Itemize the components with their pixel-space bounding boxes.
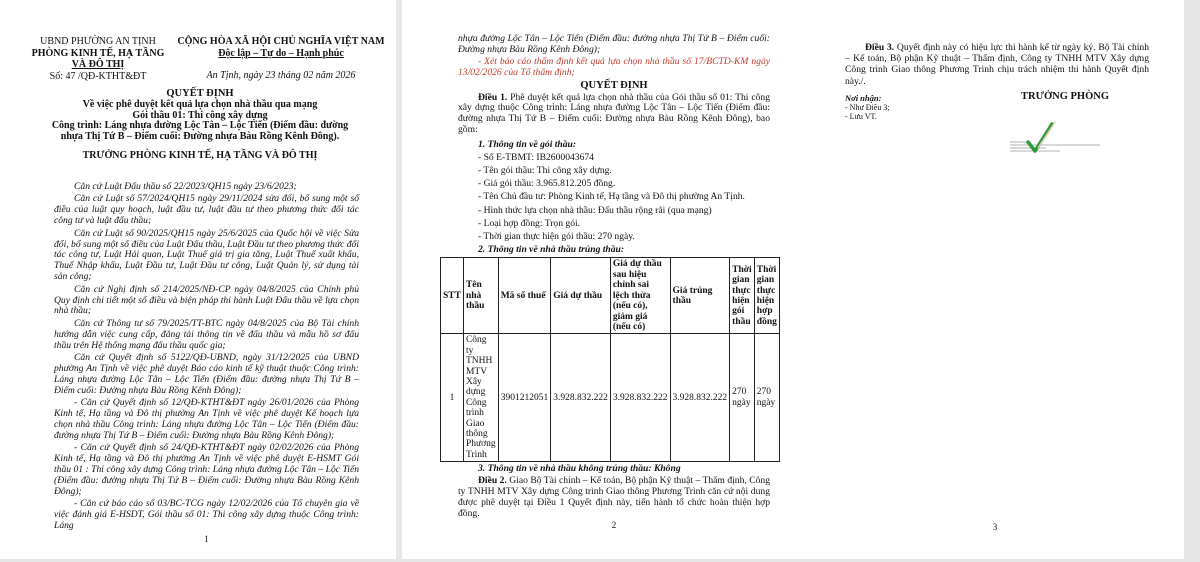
signature-checkmark-icon [1008, 118, 1108, 158]
package-info-item: - Thời gian thực hiện gói thầu: 270 ngày. [478, 231, 635, 243]
section-3-heading: 3. Thông tin về nhà thầu không trúng thầu: Không [478, 463, 681, 475]
decision-title: QUYẾT ĐỊNH [166, 88, 234, 99]
legal-basis-paragraph: - Căn cứ Quyết định số 24/QĐ-KTHT&ĐT ngày 02/02/2026 của Phòng Kinh tế, Hạ tầng và Đô thị phường An Tịnh về việc phê duyệt E-HSMT Gói thầu 01 : Thi công xây dựng Công trình: Láng nhựa đường Lộc Tân – Lộc Tiến (Điểm đầu: đường nhựa Thị Tứ B – Điểm cuối: Đường nhựa Bàu Rồng Kênh Đông); [54, 442, 359, 497]
document-page-1 [0, 0, 396, 559]
legal-basis [54, 182, 359, 545]
winning-bidder-table [440, 257, 780, 462]
agency-name-line2: VÀ ĐÔ THỊ [71, 59, 125, 70]
page-number: 2 [611, 519, 617, 530]
article-3-label: Điều 3. [865, 42, 895, 53]
legal-basis-paragraph: Căn cứ Luật số 57/2024/QH15 ngày 29/11/2024 sửa đổi, bổ sung một số điều của luật quy hoạch, luật đầu tư, luật đầu tư theo phương thức đối tác công tư và luật đấu thầu; [54, 193, 359, 227]
legal-basis-paragraph: Căn cứ Quyết định số 5122/QĐ-UBND, ngày 31/12/2025 của UBND phường An Tịnh về việc phê duyệt Báo cáo kinh tế kỹ thuật thuộc Công trình: Láng nhựa đường Lộc Tân – Lộc Tiến (Điểm đầu: đường nhựa Thị Tứ B – Điểm cuối: Đường nhựa Bàu Rồng Kênh Đông); [54, 352, 359, 396]
cell-bid-price: 3.928.832.222 [551, 334, 611, 462]
column-header: Mã số thuế [498, 258, 551, 334]
issuing-authority: TRƯỞNG PHÒNG KINH TẾ, HẠ TẦNG VÀ ĐÔ THỊ [82, 149, 318, 161]
page-number: 1 [204, 533, 209, 544]
project-name: Công trình: Láng nhựa đường Lộc Tân – Lộc Tiến (Điểm đầu: đường nhựa Thị Tứ B – Điểm cuối: Đường nhựa Bàu Rồng Kênh Đông). [51, 120, 349, 143]
cell-contract-duration: 270 ngày [754, 334, 779, 462]
agency-parent: UBND PHƯỜNG AN TỊNH [40, 36, 156, 47]
column-header: STT [441, 258, 464, 334]
recipients-label: Nơi nhận: [845, 93, 882, 103]
package-info-item: - Loại hợp đồng: Trọn gói. [478, 217, 581, 229]
legal-basis-paragraph: - Căn cứ Quyết định số 12/QĐ-KTHT&ĐT ngày 26/01/2026 của Phòng Kinh tế, Hạ tầng và Đô thị phường An Tịnh về việc phê duyệt Kế hoạch lựa chọn nhà thầu Công trình: Láng nhựa đường Lộc Tân – Lộc Tiến (Điểm đầu: đường nhựa Thị Tứ B – Điểm cuối: Đường nhựa Bàu Rồng Kênh Đông); [54, 397, 359, 441]
digital-signature [1008, 118, 1108, 158]
table-row [441, 334, 780, 462]
legal-basis-paragraph: - Căn cứ báo cáo số 03/BC-TCG ngày 12/02/2026 của Tổ chuyên gia về việc đánh giá E-HSDT, Gói thầu số 01: Thi công xây dựng thuộc Công trình: Láng [54, 498, 359, 532]
column-header: Thời gian thực hiện gói thầu [730, 258, 755, 334]
package-info-item: - Hình thức lựa chọn nhà thầu: Đấu thầu rộng rãi (qua mạng) [478, 204, 712, 216]
cell-package-duration: 270 ngày [730, 334, 755, 462]
article-3 [845, 42, 1149, 88]
continuation-text: nhựa đường Lộc Tân – Lộc Tiến (Điểm đầu: đường nhựa Thị Tứ B – Điểm cuối: Đường nhựa Bàu Rồng Kênh Đông); [458, 33, 770, 55]
recipient-item: - Như Điều 3; [845, 103, 890, 112]
document-date: An Tịnh, ngày 23 tháng 02 năm 2026 [206, 70, 356, 81]
table-header-row [441, 258, 780, 334]
legal-basis-paragraph: Căn cứ Luật số 90/2025/QH15 ngày 25/6/2025 của Quốc hội về việc Sửa đổi, bổ sung một số điều của Luật Đấu thầu, Luật Đầu tư theo phương thức đối tác công tư, Luật Hải quan, Luật Thuế giá trị gia tăng, Luật Thuế xuất khẩu, Thuế Nhập khẩu, Luật Đầu tư, Luật Đầu tư công, Luật Quản lý, sử dụng tài sản công; [54, 227, 359, 283]
package-info-item: - Số E-TBMT: IB2600043674 [478, 151, 594, 163]
article-1-text: Phê duyệt kết quả lựa chọn nhà thầu của Gói thầu số 01: Thi công xây dựng thuộc Công trình: Láng nhựa đường Lộc Tân – Lộc Tiến (Điểm đầu: đường nhựa Thị Tứ B – Điểm cuối: Đường nhựa Bàu Rồng Kênh Đông), bao gồm: [458, 91, 770, 136]
national-motto [174, 36, 388, 82]
decision-subject: Về việc phê duyệt kết quả lựa chọn nhà thầu qua mạng [82, 98, 318, 110]
package-info-item: - Giá gói thầu: 3.965.812.205 đồng. [478, 178, 616, 190]
package-info-item: - Tên Chủ đầu tư: Phòng Kinh tế, Hạ tầng và Đô thị phường An Tịnh. [478, 191, 745, 203]
article-1-label: Điều 1. [478, 91, 508, 103]
article-3-text: Quyết định này có hiệu lực thi hành kể từ ngày ký. Bộ Tài chính – Kế toán, Bộ phận Kỹ thuật – Thẩm định, Công ty TNHH MTV Xây dựng Công trình Giao thông Phương Trình chịu trách nhiệm thi hành Quyết định này./. [845, 42, 1150, 87]
cell-winning-price: 3.928.832.222 [670, 334, 730, 462]
section-1-heading: 1. Thông tin về gói thầu: [478, 138, 577, 150]
document-number: Số: 47 /QĐ-KTHT&ĐT [49, 70, 147, 82]
recipient-item: - Lưu VT. [845, 112, 877, 121]
page-number: 3 [992, 522, 998, 532]
country-name: CỘNG HÒA XÃ HỘI CHỦ NGHĨA VIỆT NAM [177, 36, 385, 47]
issuing-agency [18, 36, 178, 82]
column-header: Giá dự thầu [551, 258, 611, 334]
document-page-2 [402, 0, 790, 559]
document-page-3 [790, 0, 1184, 559]
legal-basis-paragraph: Căn cứ Thông tư số 79/2025/TT-BTC ngày 04/8/2025 của Bộ Tài chính hướng dẫn việc cung cấp, đăng tải thông tin về đấu thầu và mẫu hồ sơ đấu thầu trên Hệ thống mạng đấu thầu quốc gia; [54, 317, 359, 351]
cell-tax-code: 3901212051 [498, 334, 551, 462]
cell-stt: 1 [441, 334, 464, 462]
cell-adjusted-price: 3.928.832.222 [610, 334, 670, 462]
article-2-label: Điều 2. [478, 475, 507, 487]
column-header: Thời gian thực hiện hợp đồng [754, 258, 779, 334]
cell-bidder-name: Công ty TNHH MTV Xây dựng Công trình Giao thông Phương Trình [463, 334, 498, 462]
column-header: Giá dự thầu sau hiệu chỉnh sai lệch thừa (nếu có), giảm giá (nếu có) [610, 258, 670, 334]
decision-header [40, 89, 360, 162]
agency-name: PHÒNG KINH TẾ, HẠ TẦNG [31, 47, 165, 59]
motto: Độc lập – Tự do – Hạnh phúc [218, 47, 344, 59]
legal-basis-paragraph: Căn cứ Nghị định số 214/2025/NĐ-CP ngày 04/8/2025 của Chính phủ Quy định chi tiết một số điều và biện pháp thi hành Luật Đấu thầu về lựa chọn nhà thầu; [54, 283, 359, 317]
article-2-text: Giao Bộ Tài chính – Kế toán, Bộ phận Kỹ thuật – Thẩm định, Công ty TNHH MTV Xây dựng Công trình Giao thông Phương Trình căn cứ nội dung được phê duyệt tại Điều 1 Quyết định này, tiến hành tổ chức hoàn thiện hợp đồng. [458, 475, 770, 519]
page2-content [443, 33, 782, 531]
signer-title: TRƯỞNG PHÒNG [1021, 91, 1109, 102]
section-2-heading: 2. Thông tin về nhà thầu trúng thầu: [478, 244, 625, 256]
package-info-item: - Tên gói thầu: Thi công xây dựng. [478, 165, 612, 177]
decision-title: QUYẾT ĐỊNH [580, 79, 648, 91]
package-name: Gói thầu 01: Thi công xây dựng [132, 109, 268, 121]
recipients [845, 94, 890, 121]
appraisal-report-paragraph: - Xét báo cáo thẩm định kết quả lựa chọn nhà thầu số 17/BCTD-KM ngày 13/02/2026 của Tổ thẩm định; [458, 56, 770, 79]
column-header: Giá trúng thầu [670, 258, 730, 334]
legal-basis-paragraph: Căn cứ Luật Đấu thầu số 22/2023/QH15 ngày 23/6/2023; [74, 181, 297, 192]
column-header: Tên nhà thầu [463, 258, 498, 334]
